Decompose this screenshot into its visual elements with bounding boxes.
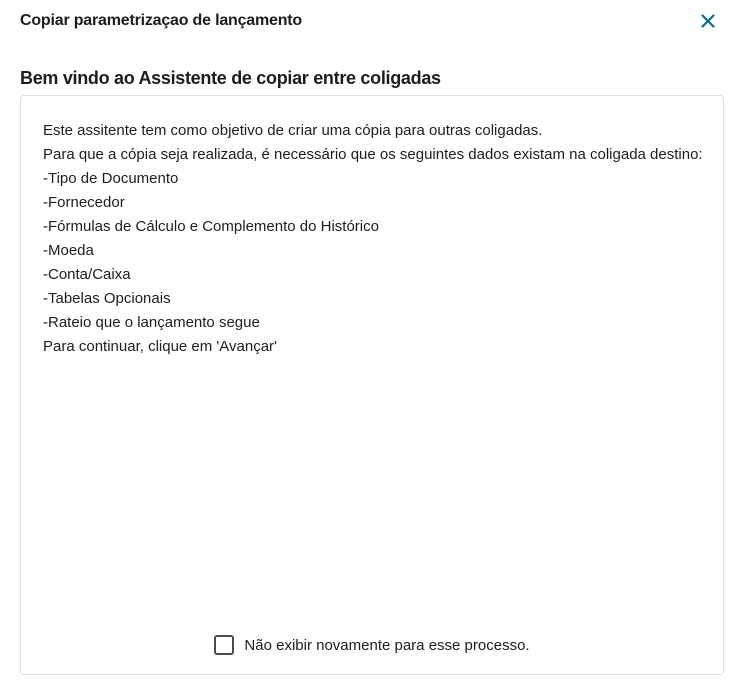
- description-line: Para continuar, clique em 'Avançar': [43, 338, 277, 355]
- close-button[interactable]: [697, 10, 719, 32]
- dont-show-again-checkbox[interactable]: [214, 635, 234, 655]
- requirement-item: -Tipo de Documento: [43, 170, 179, 187]
- dont-show-again-row: [21, 635, 723, 655]
- dialog-header: [20, 10, 716, 32]
- requirement-item: -Tabelas Opcionais: [43, 290, 171, 307]
- wizard-description: [43, 119, 703, 359]
- requirement-item: -Rateio que o lançamento segue: [43, 314, 260, 331]
- description-line: Para que a cópia seja realizada, é necessário que os seguintes dados existam na coligada destino:: [43, 146, 703, 163]
- dialog-title: Copiar parametrizaçao de lançamento: [20, 12, 302, 29]
- wizard-panel: [20, 95, 724, 675]
- requirement-item: -Conta/Caixa: [43, 266, 131, 283]
- wizard-heading: Bem vindo ao Assistente de copiar entre coligadas: [20, 68, 441, 88]
- dont-show-again-label[interactable]: Não exibir novamente para esse processo.: [244, 636, 530, 654]
- close-icon: [701, 14, 715, 28]
- requirement-item: -Fornecedor: [43, 194, 125, 211]
- requirement-item: -Moeda: [43, 242, 94, 259]
- description-line: Este assitente tem como objetivo de criar uma cópia para outras coligadas.: [43, 122, 543, 139]
- requirement-item: -Fórmulas de Cálculo e Complemento do Histórico: [43, 218, 379, 235]
